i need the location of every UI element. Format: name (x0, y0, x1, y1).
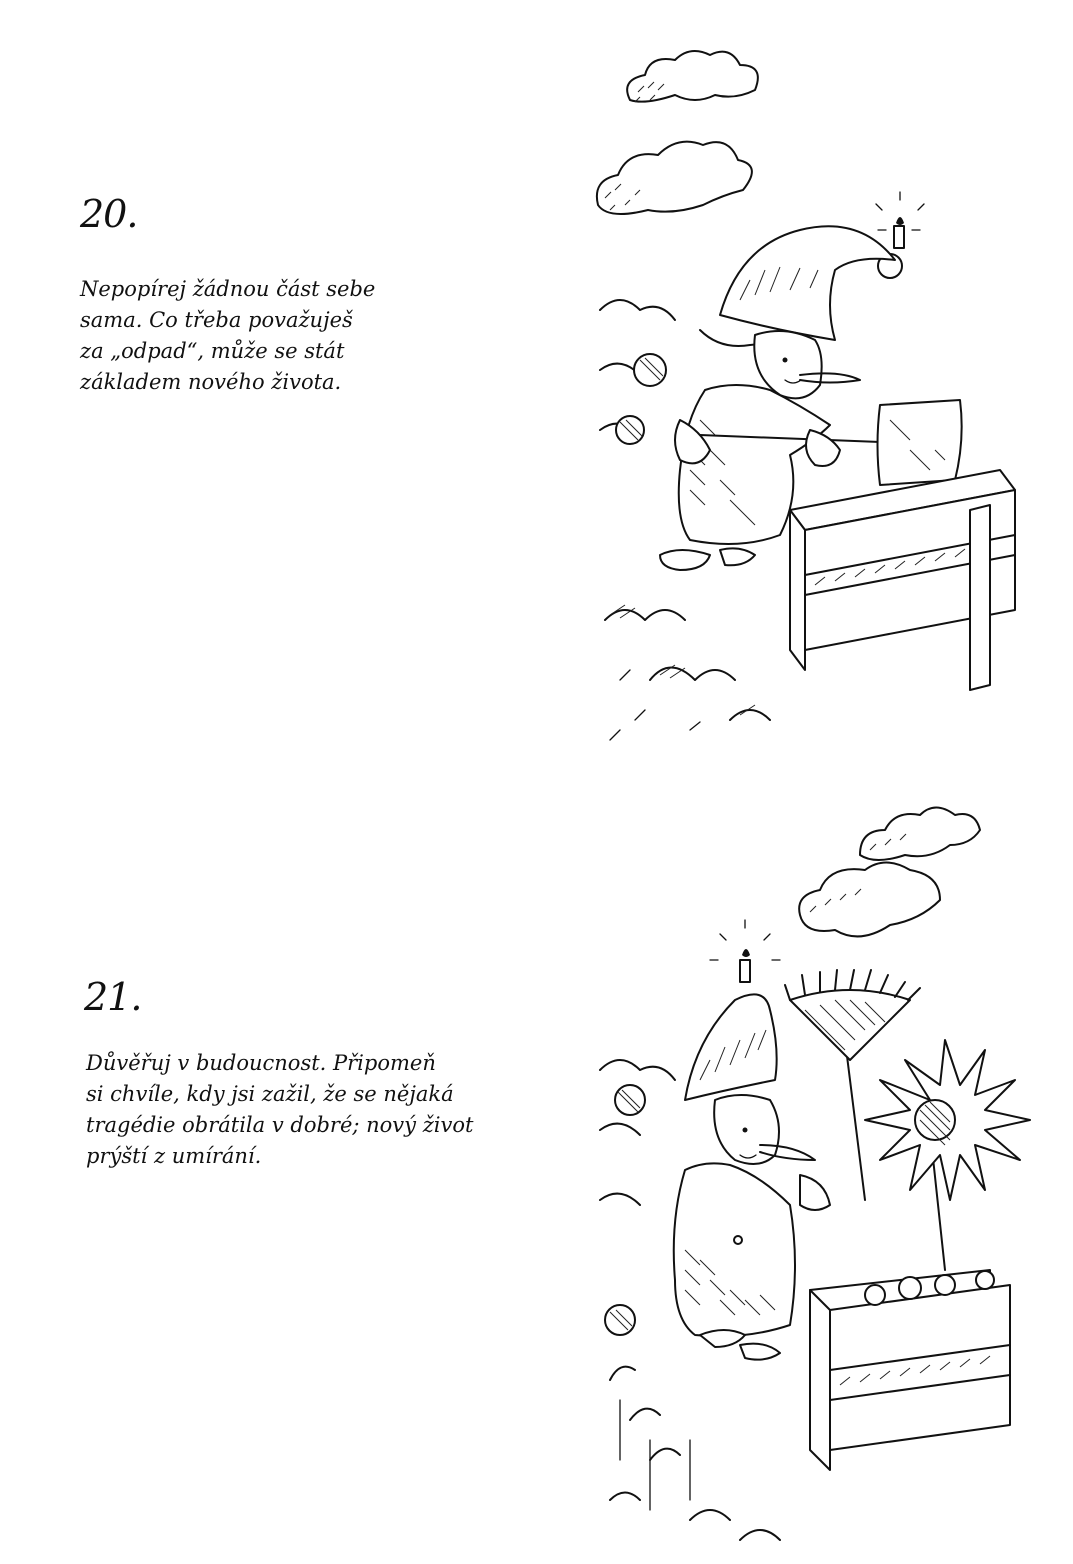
cloud-icon (860, 808, 980, 861)
gnome-compost-illustration (590, 30, 1030, 760)
entry-text-line: Nepopírej žádnou část sebe (80, 277, 376, 301)
entry-text (80, 274, 375, 398)
entry-text-line: si chvíle, kdy jsi zažil, že se nějaká (86, 1082, 454, 1106)
gnome-body (674, 1163, 795, 1336)
sunflower-icon (865, 1040, 1030, 1270)
candle-icon (710, 920, 780, 982)
cloud-icon (597, 142, 752, 214)
entry-number: 20. (80, 192, 138, 236)
gnome-hat (685, 994, 777, 1100)
cloud-icon (799, 863, 940, 937)
entry-number: 21. (84, 975, 142, 1019)
entry-text-line: sama. Co třeba považuješ (80, 308, 353, 332)
cloud-icon (627, 51, 758, 102)
gnome-garden-illustration (590, 800, 1030, 1550)
shovel-icon (878, 400, 962, 485)
entry-text-line: Důvěřuj v budoucnost. Připomeň (86, 1051, 436, 1075)
entry-text-line: tragédie obrátila v dobré; nový život (86, 1113, 474, 1137)
candle-icon (876, 192, 924, 278)
entry-text (86, 1048, 473, 1172)
entry-text-line: základem nového života. (80, 370, 342, 394)
rake-icon (785, 970, 920, 1200)
entry-text-line: za „odpad“, může se stát (80, 339, 345, 363)
gnome-hat (720, 226, 895, 340)
entry-text-line: prýští z umírání. (86, 1144, 262, 1168)
